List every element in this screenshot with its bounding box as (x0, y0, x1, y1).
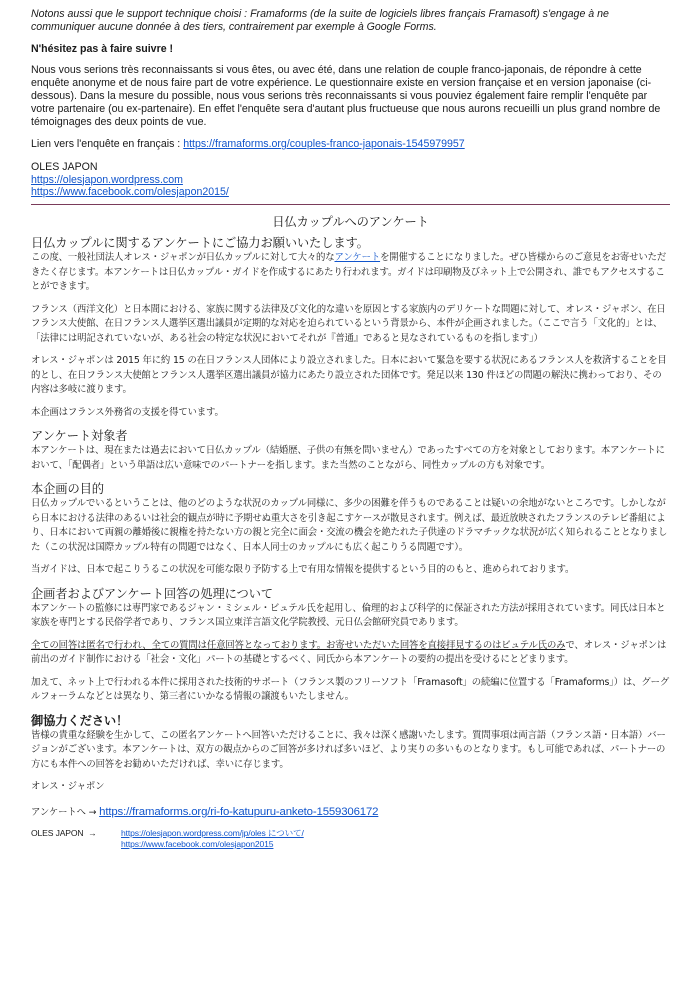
french-section (31, 8, 670, 199)
paragraph-background: フランス（西洋文化）と日本間における、家族に関する法律及び文化的な違いを原因とする家族内のデリケートな問題に対して、オレス・ジャポン、在日フランス大使館、在日フランス人選挙区選出議員が定期的な対応を迫られているという背景から、本件が企画されました。（ここで言う「文化的」とは、「法律には明記されていないが、ある社会の特定な状況においてそれが『普通』であると見なされているものを指します」） (31, 303, 666, 344)
org-site-link[interactable]: https://olesjapon.wordpress.com (31, 173, 183, 186)
paragraph-support: 本企画はフランス外務省の支援を得ています。 (31, 406, 224, 418)
footer-contact (31, 828, 670, 850)
heading-purpose: 本企画の目的 (31, 482, 104, 496)
section-divider (31, 204, 670, 205)
paragraph-about-oles: オレス・ジャポンは 2015 年に約 15 の在日フランス人団体により設立されました。日本において緊急を要する状況にあるフランス人を救済することを目的とし、在日フランス大使館とフランス人選挙区選出議員が協力にあたり設立された団体です。発足以来 130 件ほどの問題の解決に携わっており、その内容は多岐に渡ります。 (31, 355, 667, 395)
footer-facebook-link[interactable]: https://www.facebook.com/olesjapon2015 (121, 839, 274, 849)
paragraph-announcement: この度、一般社団法人オレス・ジャポンが日仏カップルに対して大々的なアンケートを開催することになりました。ぜひ皆様からのご意見をお寄せいただきたく存じます。本アンケートは日仏カップル・ガイドを作成するにあたり行われます。ガイドは印刷物及びネット上で公開され、誰でもアクセスすることができます。 (31, 252, 667, 292)
paragraph-target: 本アンケートは、現在または過去において日仏カップル（結婚歴、子供の有無を問いません）であったすべての方を対象としております。本アンケートにおいて、「配偶者」という単語は広い意味でのパートナーを指します。また当然のことながら、同性カップルの方も対象です。 (31, 445, 665, 471)
footer-links (121, 828, 304, 850)
share-heading: N'hésitez pas à faire suivre ! (31, 43, 174, 55)
heading-request: 日仏カップルに関するアンケートにご協力お願いいたします。 (31, 236, 369, 250)
paragraph-supervision: 本アンケートの監修には専門家であるジャン・ミシェル・ビュテル氏を起用し、倫理的および科学的に保証された方法が採用されています。同氏は日本と家族を専門とする民俗学者であり、フランス国立東洋言語文化学院教授、元日仏会館研究員であります。 (31, 602, 666, 628)
arrow-right-icon: → (87, 828, 97, 838)
japanese-title: 日仏カップルへのアンケート (272, 214, 429, 229)
request-paragraph: Nous vous serions très reconnaissants si vous êtes, ou avec été, dans une relation de couple franco-japonais, de répondre à cette enquête anonyme et de nous faire part de votre expérience. Le questionnaire existe en version française et en version japonaise (ci-dessous). Dans la mesure du possible, nous vous serions très reconnaissants si vous pouviez également faire remplir l'enquête par votre partenaire (ou ex-partenaire). En effet l'enquête sera d'autant plus fructueuse que nous aurons recueilli un plus grand nombre de témoignages des deux points de vue. (31, 64, 661, 128)
heading-target: アンケート対象者 (31, 429, 128, 443)
french-survey-link[interactable]: https://framaforms.org/couples-franco-japonais-1545979957 (183, 138, 465, 150)
paragraph-purpose: 日仏カップルでいるということは、他のどのような状況のカップル同様に、多少の困難を伴うものであることは疑いの余地がないところです。しかしながら日本における法律のあるいは社会的観点が時に予期せぬ重大さを引き起こすケースが散見されます。例えば、最近放映されたフランスのテレビ番組により、日本において両親の離婚後に親権を持たない方の親と完全に面会・交流の機会を絶たれた子供達のドラマチックな状況が広く知られることとなりました（この状況は国際カップル特有の問題ではなく、日本人同士のカップルにも広く起こりうる問題です）。 (31, 498, 668, 553)
paragraph-thanks: 皆様の貴重な経験を生かして、この匿名アンケートへ回答いただけることに、我々は深く感謝いたします。質問事項は両言語（フランス語・日本語）バージョンがございます。本アンケートは、双方の観点からのご回答が多ければ多いほど、より実りの多いものとなります。もし可能であれば、パートナーの方にも本件への回答をお勧めいただければ、幸いに存じます。 (31, 729, 666, 770)
heading-processing: 企画者およびアンケート回答の処理について (31, 586, 273, 601)
org-facebook-link[interactable]: https://www.facebook.com/olesjapon2015/ (31, 186, 229, 198)
japanese-link-label: アンケートへ → (31, 806, 100, 818)
french-survey-link-line (31, 138, 670, 151)
survey-inline-link[interactable]: アンケート (334, 252, 381, 263)
heading-thanks: 御協力ください！ (31, 713, 129, 728)
japanese-section (31, 215, 670, 851)
footer-org-name: OLES JAPON → (31, 828, 97, 838)
paragraph-guide-goal: 当ガイドは、日本で起こりうるこの状況を可能な限り予防する上で有用な情報を提供するという目的のもと、進められております。 (31, 564, 575, 575)
org-contact-block (31, 161, 670, 199)
org-name: OLES JAPON (31, 161, 98, 173)
japanese-survey-link[interactable]: https://framaforms.org/ri-fo-katupuru-anketo-1559306172 (99, 805, 379, 818)
japanese-survey-link-line (31, 805, 670, 821)
signature: オレス・ジャポン (31, 781, 105, 792)
french-link-label: Lien vers l'enquête en français : (31, 138, 184, 150)
paragraph-technical: 加えて、ネット上で行われる本件に採用された技術的サポート（フランス製のフリーソフト「Framasoft」の続編に位置する「Framaforms」）は、グーグルフォーラムなどとは異なり、第三者にいかなる情報の譲渡もいたしません。 (31, 676, 670, 702)
paragraph-anonymity: 全ての回答は匿名で行われ、全ての質問は任意回答となっております。お寄せいただいた回答を直接拝見するのはビュテル氏のみで、オレス・ジャポンは前出のガイド制作における「社会・文化」パートの基礎とするべく、同氏から本アンケートの要約の提出を受けるにとどまります。 (31, 639, 667, 665)
intro-paragraph: Notons aussi que le support technique choisi : Framaforms (de la suite de logiciels libres français Framasoft) s'engage à ne communiquer aucune donnée à des tiers, contrairement par exemple à Google Forms. (31, 8, 609, 33)
footer-site-link[interactable]: https://olesjapon.wordpress.com/jp/oles について/ (121, 828, 304, 838)
